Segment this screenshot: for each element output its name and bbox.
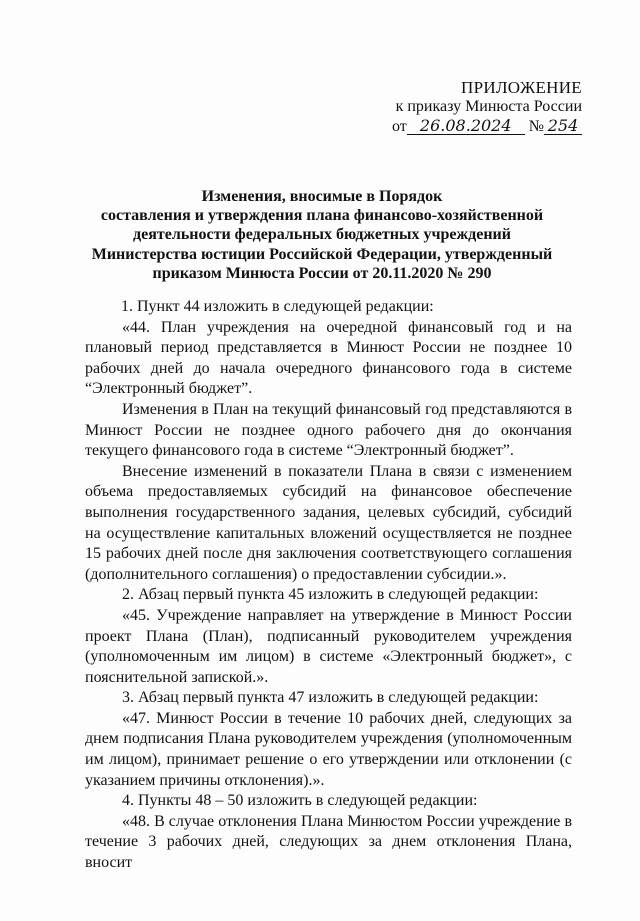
paragraph-item-4: 4. Пункты 48 – 50 изложить в следующей редакции: [122,792,478,810]
appendix-date-number [372,117,582,136]
handwritten-number: 254 [544,117,582,135]
appendix-order-ref: к приказу Минюста России [395,98,582,115]
paragraph: Изменения в План на текущий финансовый год представляются в Минюст России не позднее одного рабочего дня до окончания текущего финансового года в системе “Электронный бюджет”. [85,400,572,460]
paragraph-item-3: 3. Абзац первый пункта 47 изложить в следующей редакции: [122,689,539,707]
paragraph-item-2: 2. Абзац первый пункта 45 изложить в следующей редакции: [122,586,539,604]
title-line: составления и утверждения плана финансово-хозяйственной [100,207,544,225]
paragraph: Внесение изменений в показатели Плана в связи с изменением объема предоставляемых субсидий на финансовое обеспечение выполнения государственного задания, целевых субсидий, субсидий на осуществление капитальных вложений осуществляется не позднее 15 рабочих дней после дня заключения соответствующего соглашения (дополнительного соглашения) о предоставлении субсидии.». [85,462,572,583]
appendix-heading: ПРИЛОЖЕНИЕ [461,78,582,97]
handwritten-date: 26.08.2024 [407,117,525,135]
title-line: деятельности федеральных бюджетных учреждений [133,226,511,244]
paragraph: «45. Учреждение направляет на утверждение в Минюст России проект Плана (План), подписанный руководителем учреждения (уполномоченным им лицом) в системе «Электронный бюджет», с пояснительной запиской.». [85,606,572,686]
document-title [84,187,560,283]
document-body [85,297,572,874]
title-line: приказом Минюста России от 20.11.2020 № 290 [152,264,492,282]
paragraph: «47. Минюст России в течение 10 рабочих дней, следующих за днем подписания Плана руководителем учреждения (уполномоченным им лицом), принимает решение о его утверждении или отклонении (с указанием причины отклонения).». [85,709,572,789]
number-prefix: № [528,118,544,135]
appendix-block [372,78,582,136]
paragraph-item-1: 1. Пункт 44 изложить в следующей редакции: [121,298,434,315]
title-line: Изменения, вносимые в Порядок [201,188,443,205]
title-line: Министерства юстиции Российской Федерации, утвержденный [91,245,553,263]
paragraph: «44. План учреждения на очередной финансовый год и на плановый период представляется в Минюст России не позднее 10 рабочих дней до начала очередного финансового года в системе “Электронный бюджет”. [85,318,572,398]
date-prefix: от [391,118,407,135]
paragraph: «48. В случае отклонения Плана Минюстом России учреждение в течение 3 рабочих дней, следующих за днем отклонения Плана, вносит [85,812,572,872]
